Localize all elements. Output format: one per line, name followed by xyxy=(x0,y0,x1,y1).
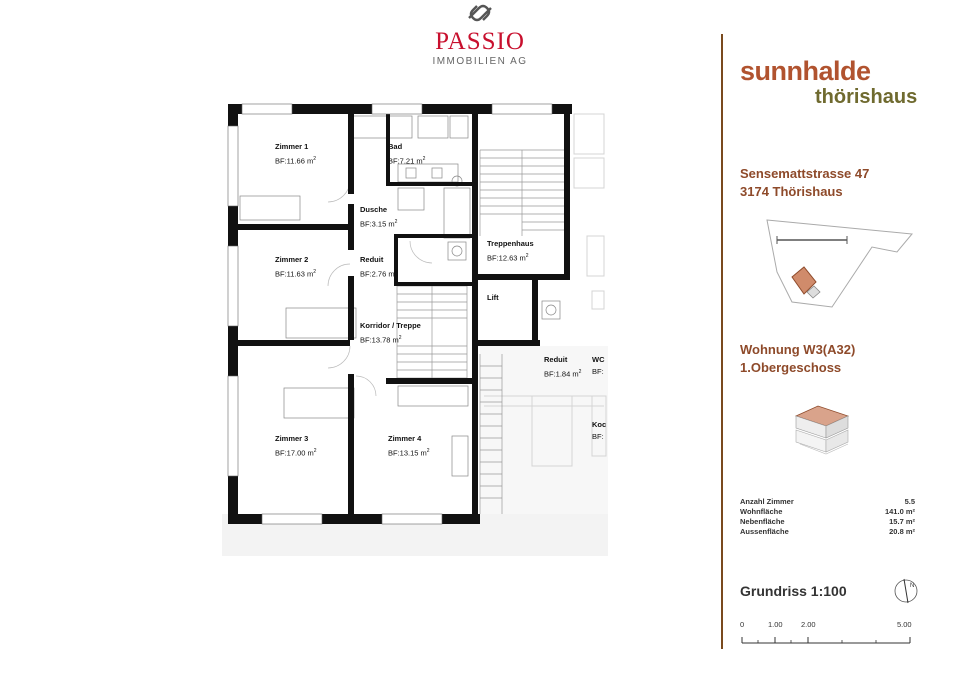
logo-tagline: IMMOBILIEN AG xyxy=(432,56,528,67)
north-arrow-icon xyxy=(893,578,919,604)
scale-title: Grundriss 1:100 xyxy=(740,583,847,599)
stat-row: Wohnfläche 141.0 m² xyxy=(740,507,915,516)
project-name-main: sunnhalde xyxy=(740,56,871,86)
scale-tick-label: 2.00 xyxy=(801,620,816,629)
room-zimmer-1: Zimmer 1 BF:11.66 $m^2$ xyxy=(275,142,316,166)
room-kochen: Koc BF: xyxy=(592,420,607,441)
unit-stats xyxy=(740,497,915,537)
unit-floor: 1.Obergeschoss xyxy=(740,360,842,375)
project-name-location: thörishaus xyxy=(815,86,918,108)
scale-bar-labels xyxy=(740,620,920,632)
passio-logo-mark-icon xyxy=(463,2,497,24)
room-zimmer-2: Zimmer 2 BF:11.63 $m^2$ xyxy=(275,255,316,279)
address-city: 3174 Thörishaus xyxy=(740,184,843,199)
scale-tick-label: 5.00 xyxy=(897,620,912,629)
unit-title: Wohnung W3(A32) xyxy=(740,342,856,357)
room-zimmer-4: Zimmer 4 BF:13.15 $m^2$ xyxy=(388,434,430,458)
room-treppenhaus: Treppenhaus BF:12.63 $m^2$ xyxy=(487,239,534,263)
room-zimmer-3: Zimmer 3 BF:17.00 $m^2$ xyxy=(275,434,317,458)
room-reduit-2: Reduit BF:1.84 $m^2$ xyxy=(544,355,582,379)
stat-row: Anzahl Zimmer 5.5 xyxy=(740,497,915,506)
unit-info xyxy=(740,341,855,377)
site-plan-thumbnail xyxy=(752,212,917,322)
room-dusche: Dusche BF:3.15 $m^2$ xyxy=(360,205,398,229)
room-lift: Lift xyxy=(487,293,499,302)
building-isometric-icon xyxy=(788,394,858,464)
scale-tick-label: 1.00 xyxy=(768,620,783,629)
panel-divider xyxy=(721,34,723,649)
scale-bar xyxy=(740,632,920,646)
room-reduit: Reduit BF:2.76 $m^2$ xyxy=(360,255,398,279)
room-wc: WC BF: xyxy=(592,355,605,376)
scale-tick-label: 0 xyxy=(740,620,745,629)
stat-row: Aussenfläche 20.8 m² xyxy=(740,527,915,536)
address xyxy=(740,165,869,201)
logo-name: PASSIO xyxy=(435,28,525,55)
room-korridor-treppe: Korridor / Treppe BF:13.78 $m^2$ xyxy=(360,321,421,345)
address-street: Sensemattstrasse 47 xyxy=(740,166,870,181)
north-label: N xyxy=(910,583,915,589)
room-bad: Bad BF:7.21 $m^2$ xyxy=(388,142,426,166)
stat-row: Nebenfläche 15.7 m² xyxy=(740,517,915,526)
